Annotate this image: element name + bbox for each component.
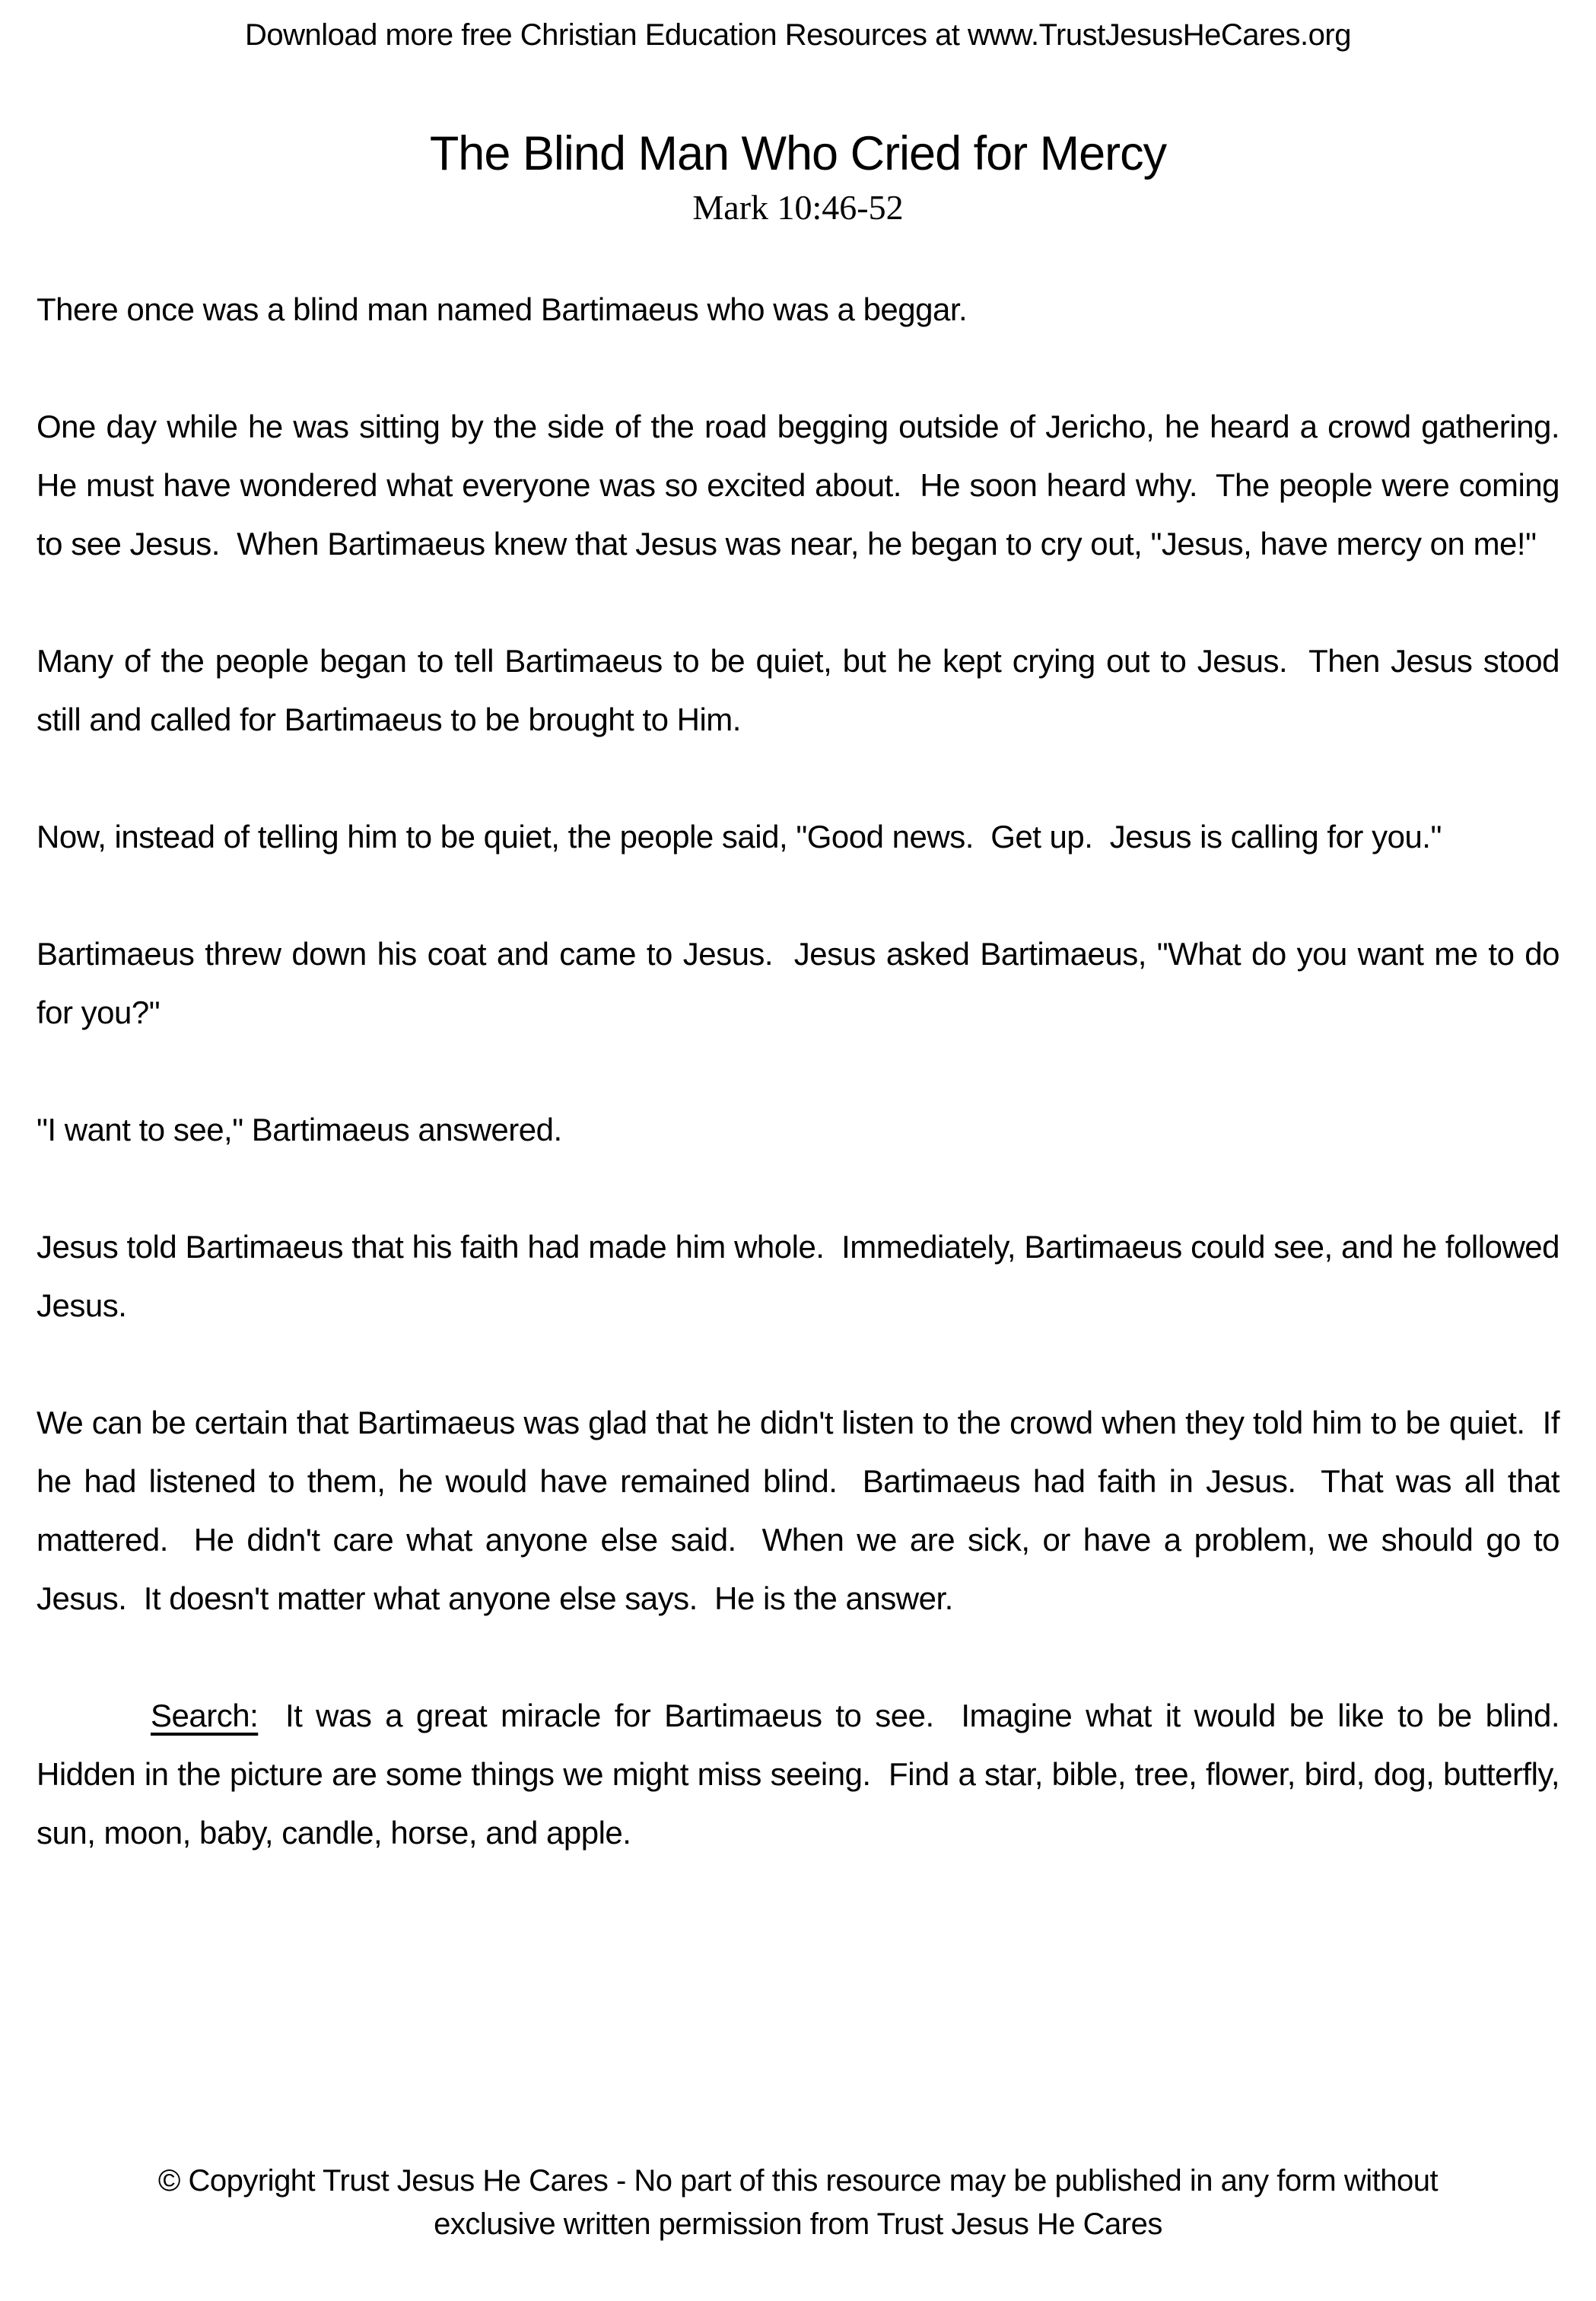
search-instructions: It was a great miracle for Bartimaeus to see. Imagine what it would be like to be blind. Hidden in the picture are some things we might miss seeing. Find a star, bible, tree, flower, bird, dog, butterfly, sun, moon, baby, candle, horse, and apple. — [37, 1698, 1577, 1851]
story-paragraph: We can be certain that Bartimaeus was glad that he didn't listen to the crowd when they told him to be quiet. If he had listened to them, he would have remained blind. Bartimaeus had faith in Jesus. That was all that mattered. He didn't care what anyone else said. When we are sick, or have a problem, we should go to Jesus. It doesn't matter what anyone else says. He is the answer. — [37, 1405, 1569, 1617]
download-resources-note: Download more free Christian Education Resources at www.TrustJesusHeCares.org — [245, 18, 1351, 52]
page-title: The Blind Man Who Cried for Mercy — [429, 127, 1167, 180]
story-paragraph: Jesus told Bartimaeus that his faith had made him whole. Immediately, Bartimaeus could see, and he followed Jesus. — [37, 1229, 1569, 1324]
copyright-line-1: © Copyright Trust Jesus He Cares - No part of this resource may be published in any form without — [157, 2164, 1439, 2198]
story-paragraph: Many of the people began to tell Bartimaeus to be quiet, but he kept crying out to Jesus. Then Jesus stood still and called for Bartimaeus to be brought to Him. — [37, 643, 1569, 738]
story-paragraph: There once was a blind man named Bartimaeus who was a beggar. — [37, 291, 968, 328]
story-paragraph: Now, instead of telling him to be quiet, the people said, "Good news. Get up. Jesus is calling for you." — [37, 819, 1442, 855]
story-paragraph: Bartimaeus threw down his coat and came to Jesus. Jesus asked Bartimaeus, "What do you want me to do for you?" — [37, 936, 1569, 1031]
search-activity-paragraph — [37, 1686, 1577, 1862]
story-body — [37, 280, 1577, 1862]
story-paragraph: One day while he was sitting by the side of the road begging outside of Jericho, he heard a crowd gathering. He must have wondered what everyone was so excited about. He soon heard why. The people were coming to see Jesus. When Bartimaeus knew that Jesus was near, he began to cry out, "Jesus, have mercy on me!" — [37, 409, 1577, 562]
story-paragraph: "I want to see," Bartimaeus answered. — [37, 1112, 562, 1148]
search-label: Search: — [151, 1698, 259, 1734]
scripture-reference: Mark 10:46-52 — [692, 188, 904, 228]
copyright-line-2: exclusive written permission from Trust Jesus He Cares — [434, 2207, 1162, 2241]
copyright-footer — [37, 2159, 1559, 2246]
